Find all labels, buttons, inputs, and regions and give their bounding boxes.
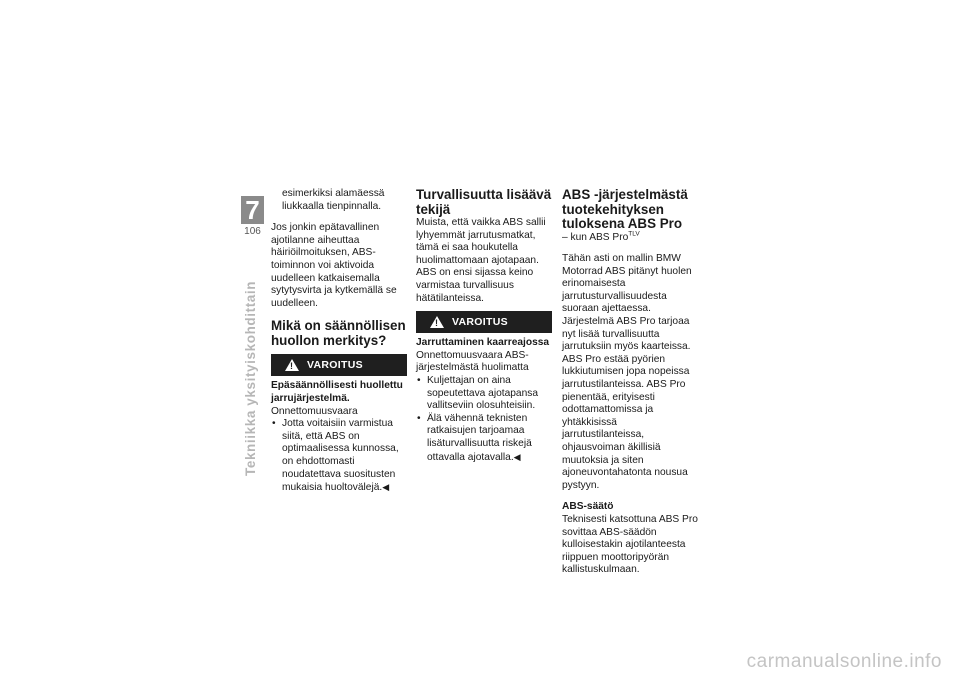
- heading-safety-factor: Turvallisuutta lisäävä tekijä: [416, 187, 552, 217]
- warning-banner: [271, 354, 407, 376]
- bullet-item: • Jotta voitaisiin varmistua siitä, että ABS on optimaalisessa kunnossa, on ehdottomasti noudatettava suositusten mukaisia huoltovälejä.◀: [271, 418, 407, 495]
- condition-superscript: TLV: [628, 230, 640, 238]
- chapter-number: 7: [241, 196, 264, 224]
- footer-watermark: carmanualsonline.info: [746, 651, 942, 672]
- bullet-item: • Älä vähennä teknisten ratkaisujen tarjoamaa lisäturvallisuutta riskejä ottavalla ajotavalla.◀: [416, 413, 552, 464]
- column-3: [562, 188, 700, 577]
- warning-bullet-list: [416, 375, 552, 464]
- warning-title: Epäsäännöllisesti huollettu jarrujärjestelmä.: [271, 380, 403, 404]
- heading-maintenance: Mikä on säännöllisen huollon merkitys?: [271, 318, 406, 348]
- subheading-abs-control: ABS-säätö: [562, 501, 614, 513]
- paragraph-abs-pro: Tähän asti on mallin BMW Motorrad ABS pitänyt huolen erinomaisesta jarrutusturvallisuudesta suoraan ajettaessa. Järjestelmä ABS Pro tarjoaa nyt lisää turvallisuutta jarrutuksiin myös kaarteissa. ABS Pro estää pyörien lukkiutumisen jopa nopeissa jarrutustilanteissa. ABS Pro pienentää, erityisesti odottamattomissa ja yhtäkkisissä jarrutustilanteissa, ohjausvoiman äkillisiä muutoksia ja siten ajoneuvontahatonta nousua pystyyn.: [562, 253, 692, 491]
- warning-subtitle: Onnettomuusvaara ABS-järjestelmästä huolimatta: [416, 349, 529, 374]
- bullet-item: • Kuljettajan on aina sopeutettava ajotapansa vallitseviin olosuhteisiin.: [416, 375, 552, 413]
- intro-continuation: esimerkiksi alamäessä liukkaalla tienpinnalla.: [282, 188, 385, 212]
- paragraph-safety: Muista, että vaikka ABS sallii lyhyemmät jarrutusmatkat, tämä ei saa houkutella huolimattomaan ajotapaan. ABS on ensi sijassa keino varmistaa turvallisuus hätätilanteissa.: [416, 217, 546, 304]
- warning-bullet-list: [271, 418, 407, 495]
- warning-subtitle: Onnettomuusvaara: [271, 405, 358, 417]
- chapter-side-title: Tekniikka yksityiskohdittain: [243, 280, 258, 476]
- heading-abs-pro: ABS -järjestelmästä tuotekehityksen tuloksena ABS Pro: [562, 187, 688, 231]
- warning-triangle-icon: [285, 359, 299, 371]
- warning-label: VAROITUS: [452, 315, 508, 328]
- paragraph-reactivate-abs: Jos jonkin epätavallinen ajotilanne aiheuttaa häiriöilmoituksen, ABS-toiminnon voi aktivoida uudelleen katkaisemalla sytytysvirta ja kytkemällä se uudelleen.: [271, 222, 397, 309]
- paragraph-abs-control: Teknisesti katsottuna ABS Pro sovittaa ABS-säädön kulloisestakin ajotilanteesta riippuen moottoripyörän kallistuskulmaan.: [562, 513, 698, 576]
- chapter-marker: [241, 196, 264, 237]
- warning-title: Jarruttaminen kaarreajossa: [416, 337, 550, 349]
- page-number: 106: [244, 226, 261, 237]
- warning-banner: [416, 311, 552, 333]
- column-2: [416, 188, 552, 464]
- end-mark-icon: ◀: [382, 482, 390, 493]
- warning-triangle-icon: [430, 316, 444, 328]
- warning-label: VAROITUS: [307, 359, 363, 372]
- end-mark-icon: ◀: [513, 451, 521, 462]
- condition-line: – kun ABS Pro$^{TLV}$: [562, 230, 640, 243]
- column-1: [271, 188, 407, 495]
